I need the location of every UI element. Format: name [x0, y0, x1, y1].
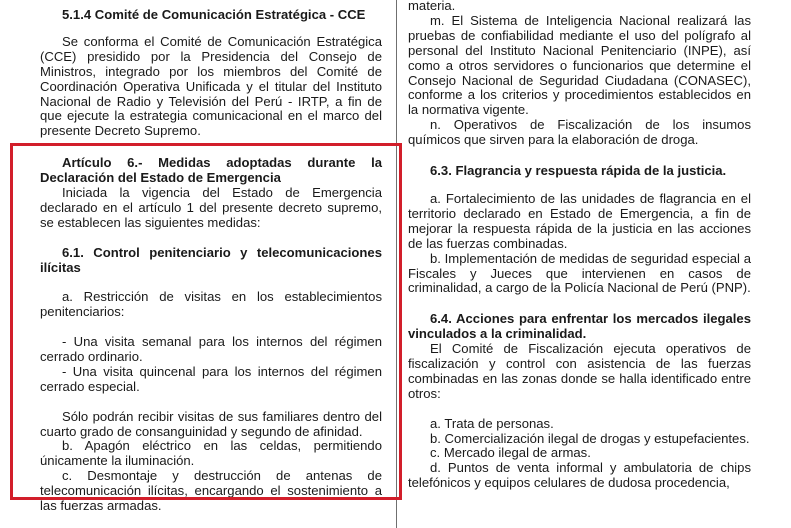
paragraph-6-4: El Comité de Fiscalización ejecuta operativos de fiscalización y control con asistencia de las fuerzas combinadas en las zonas donde se halla identificado entre otros: — [408, 341, 751, 401]
top-fragment: materia. — [408, 0, 456, 13]
section-heading-6-3: 6.3. Flagrancia y respuesta rápida de la justicia. — [430, 163, 727, 179]
family-visits-paragraph: Sólo podrán recibir visitas de sus familiares dentro del cuarto grado de consanguinidad y segundo de afinidad. — [40, 408, 382, 439]
left-column — [40, 0, 382, 514]
item-m-polygraph: m. El Sistema de Inteligencia Nacional realizará las pruebas de confiabilidad mediante el uso del polígrafo al personal del Instituto Nacional Penitenciario (INPE), así como a otros servidores o funcionarios que determine el Consejo Nacional de Seguridad Ciudadana (CONASEC), conforme a los criterios y procedimientos establecidos en la normativa vigente. — [408, 12, 751, 118]
section-heading-5-1-4: 5.1.4 Comité de Comunicación Estratégica - CCE — [62, 7, 366, 22]
item-6-4-c: c. Mercado ilegal de armas. — [430, 445, 591, 461]
article-6-intro: Iniciada la vigencia del Estado de Emergencia declarado en el artículo 1 del presente decreto supremo, se establecen las siguientes medidas: — [40, 185, 382, 230]
cce-paragraph: Se conforma el Comité de Comunicación Estratégica (CCE) presidido por la Presidencia del Consejo de Ministros, integrado por los miembros del Comité de Coordinación Operativa Unificada y el titular del Instituto Nacional de Radio y Televisión del Perú - IRTP, a fin de que ejecute la estrategia comunicacional en el marco del presente Decreto Supremo. — [40, 33, 382, 139]
item-n-chemical-inspection: n. Operativos de Fiscalización de los insumos químicos que sirven para la elaboración de droga. — [408, 117, 751, 148]
bullet-weekly-visit: - Una visita semanal para los internos del régimen cerrado ordinario. — [40, 334, 382, 364]
column-separator — [396, 0, 397, 528]
section-heading-6-1: 6.1. Control penitenciario y telecomunicaciones ilícitas — [40, 244, 382, 275]
right-column — [408, 0, 751, 491]
section-heading-6-4: 6.4. Acciones para enfrentar los mercados ilegales vinculados a la criminalidad. — [408, 311, 751, 342]
item-a-visit-restriction: a. Restricción de visitas en los establecimientos penitenciarios: — [40, 289, 382, 320]
item-b-power-cut: b. Apagón eléctrico en las celdas, permitiendo únicamente la iluminación. — [40, 438, 382, 469]
item-6-4-d: d. Puntos de venta informal y ambulatoria de chips telefónicos y equipos celulares de dudosa procedencia, — [408, 460, 751, 491]
article-6-title: Artículo 6.- Medidas adoptadas durante la Declaración del Estado de Emergencia — [40, 155, 382, 186]
item-6-4-b: b. Comercialización ilegal de drogas y estupefacientes. — [430, 430, 750, 446]
item-6-4-a: a. Trata de personas. — [430, 415, 554, 431]
item-6-3-b: b. Implementación de medidas de seguridad especial a Fiscales y Jueces que intervienen en casos de criminalidad, a cargo de la Policía Nacional de Perú (PNP). — [408, 250, 751, 296]
item-c-antenna-removal: c. Desmontaje y destrucción de antenas de telecomunicación ilícitas, encargando el sostenimiento a las fuerzas armadas. — [40, 468, 382, 514]
item-6-3-a: a. Fortalecimiento de las unidades de flagrancia en el territorio declarado en Estado de Emergencia, a fin de mejorar la respuesta rápida de la justicia en las acciones de las fuerzas combinadas. — [408, 190, 751, 251]
bullet-biweekly-visit: - Una visita quincenal para los internos del régimen cerrado especial. — [40, 363, 382, 394]
